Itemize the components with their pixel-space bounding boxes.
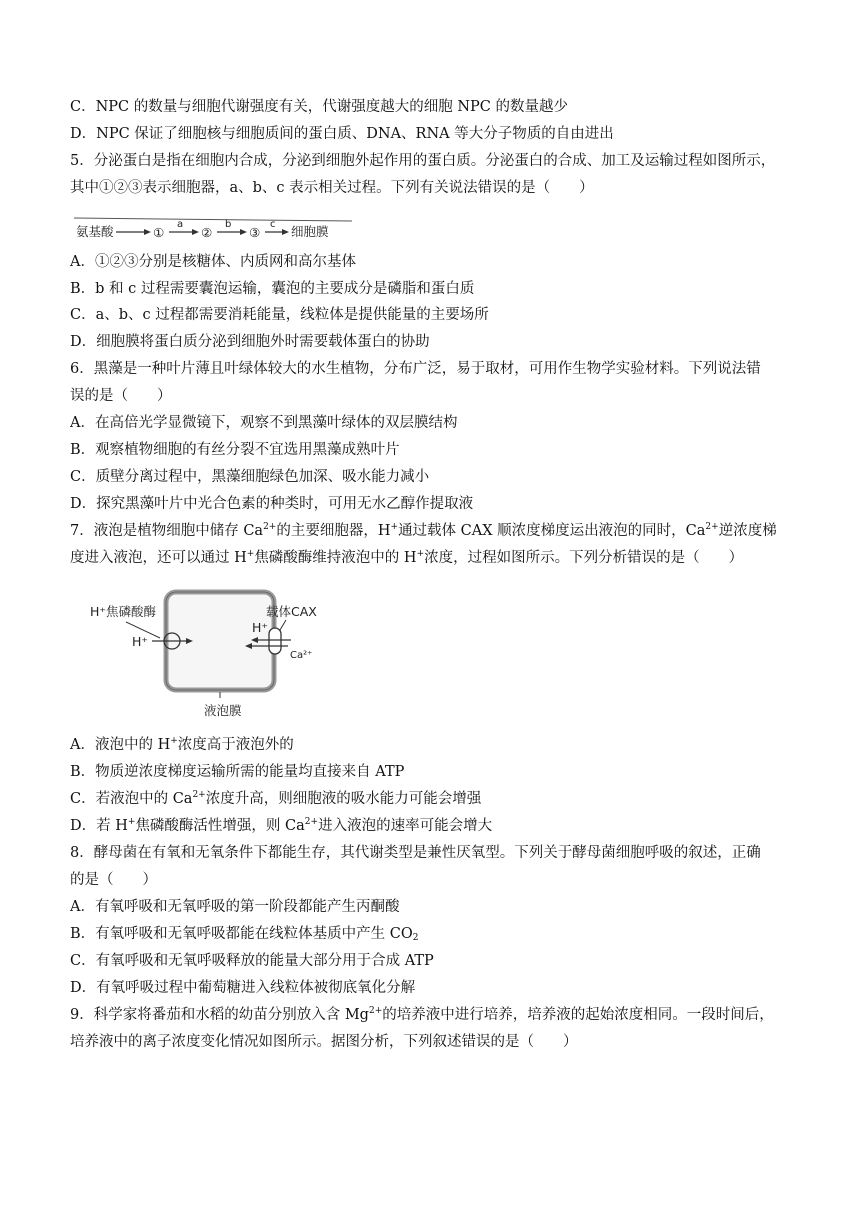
q7-text: 通过载体 CAX 顺浓度梯度运出液泡的同时，Ca: [398, 523, 706, 539]
vacuole-transport-diagram: [90, 588, 365, 724]
q7-text: 度进入液泡，还可以通过 H: [70, 550, 247, 566]
option-c-npc: C．NPC 的数量与细胞代谢强度有关，代谢强度越大的细胞 NPC 的数量越少: [70, 99, 568, 115]
fig5-amino-acid-label: 氨基酸: [76, 224, 114, 239]
superscript: +: [170, 736, 178, 746]
question-7-stem-line1: [70, 521, 777, 541]
q7-text: 浓度升高，则细胞液的吸水能力可能会增强: [205, 791, 482, 807]
superscript: 2+: [192, 790, 206, 800]
q9-text: 的培养液中进行培养，培养液的起始浓度相同。一段时间后，: [382, 1007, 774, 1023]
question-6-option-b: B．观察植物细胞的有丝分裂不宜选用黑藻成熟叶片: [70, 442, 400, 458]
q9-text: 9．科学家将番茄和水稻的幼苗分别放入含 Mg: [70, 1007, 369, 1023]
question-6-option-a: A．在高倍光学显微镜下，观察不到黑藻叶绿体的双层膜结构: [70, 415, 458, 431]
q7-text: 逆浓度梯: [718, 523, 777, 539]
superscript: +: [127, 817, 136, 827]
fig5-organelle-1: ①: [153, 225, 165, 240]
q7-text: D．若 H: [70, 818, 128, 834]
question-9-stem-line2: 培养液中的离子浓度变化情况如图所示。据图分析，下列叙述错误的是（ ）: [70, 1034, 578, 1050]
q7-text: 浓度高于液泡外的: [177, 737, 294, 753]
question-6-option-c: C．质壁分离过程中，黑藻细胞绿色加深、吸水能力减小: [70, 469, 430, 485]
question-5-stem-line1: 5．分泌蛋白是指在细胞内合成，分泌到细胞外起作用的蛋白质。分泌蛋白的合成、加工及运输过程如图所示，: [70, 153, 776, 169]
question-9-stem-line1: [70, 1005, 774, 1025]
q7-text: 7．液泡是植物细胞中储存 Ca: [70, 523, 264, 539]
fig7-h-right-label: H⁺: [252, 620, 268, 635]
q7-text: 焦磷酸酶活性增强，则 Ca: [135, 818, 305, 834]
question-7-option-a: [70, 735, 294, 755]
superscript: +: [390, 522, 399, 532]
q7-text: 浓度，过程如图所示。下列分析错误的是（ ）: [424, 550, 744, 566]
question-5-option-b: B．b 和 c 过程需要囊泡运输，囊泡的主要成分是磷脂和蛋白质: [70, 281, 475, 297]
fig5-label-c: c: [270, 219, 276, 230]
fig7-ca-label: Ca²⁺: [290, 650, 313, 661]
fig5-label-b: b: [225, 219, 232, 230]
secretion-pathway-diagram: [74, 212, 364, 246]
fig5-organelle-2: ②: [201, 225, 213, 240]
superscript: +: [416, 549, 425, 559]
q7-text: 焦磷酸酶维持液泡中的 H: [254, 550, 417, 566]
q7-text: 进入液泡的速率可能会增大: [318, 818, 493, 834]
q7-text: A．液泡中的 H: [70, 737, 171, 753]
fig7-h-left-label: H⁺: [132, 634, 148, 649]
option-d-npc: D．NPC 保证了细胞核与细胞质间的蛋白质、DNA、RNA 等大分子物质的自由进出: [70, 126, 614, 142]
question-8-option-b: [70, 924, 418, 944]
q8-text: B．有氧呼吸和无氧呼吸都能在线粒体基质中产生 CO: [70, 926, 413, 942]
subscript: 2: [412, 933, 419, 943]
question-8-stem-line2: 的是（ ）: [70, 872, 157, 888]
question-8-option-c: C．有氧呼吸和无氧呼吸释放的能量大部分用于合成 ATP: [70, 953, 434, 969]
fig7-enzyme-label: H⁺焦磷酸酶: [90, 604, 156, 619]
superscript: 2+: [263, 522, 277, 532]
question-6-stem-line1: 6．黑藻是一种叶片薄且叶绿体较大的水生植物，分布广泛，易于取材，可用作生物学实验材料。下列说法错: [70, 361, 761, 377]
question-7-option-c: [70, 789, 481, 809]
superscript: 2+: [705, 522, 719, 532]
q7-text: 的主要细胞器，H: [276, 523, 391, 539]
superscript: +: [246, 549, 255, 559]
carrier-protein-icon: [269, 628, 281, 654]
question-5-stem-line2: 其中①②③表示细胞器，a、b、c 表示相关过程。下列有关说法错误的是（ ）: [70, 180, 594, 196]
question-5-option-a: A．①②③分别是核糖体、内质网和高尔基体: [70, 254, 356, 270]
question-5-option-c: C．a、b、c 过程都需要消耗能量，线粒体是提供能量的主要场所: [70, 307, 489, 323]
question-6-stem-line2: 误的是（ ）: [70, 388, 172, 404]
question-8-option-d: D．有氧呼吸过程中葡萄糖进入线粒体被彻底氧化分解: [70, 980, 416, 996]
question-6-option-d: D．探究黑藻叶片中光合色素的种类时，可用无水乙醇作提取液: [70, 496, 474, 512]
superscript: 2+: [304, 817, 319, 827]
question-7-stem-line2: [70, 548, 743, 568]
question-8-stem-line1: 8．酵母菌在有氧和无氧条件下都能生存，其代谢类型是兼性厌氧型。下列关于酵母菌细胞呼吸的叙述，正确: [70, 845, 761, 861]
superscript: 2+: [368, 1006, 383, 1016]
question-8-option-a: A．有氧呼吸和无氧呼吸的第一阶段都能产生丙酮酸: [70, 899, 400, 915]
fig5-cell-membrane-label: 细胞膜: [291, 224, 329, 239]
fig5-label-a: a: [177, 219, 184, 230]
q7-text: C．若液泡中的 Ca: [70, 791, 193, 807]
fig5-organelle-3: ③: [249, 225, 261, 240]
fig7-membrane-label: 液泡膜: [204, 703, 242, 718]
fig7-carrier-label: 载体CAX: [266, 604, 317, 619]
question-7-option-b: B．物质逆浓度梯度运输所需的能量均直接来自 ATP: [70, 764, 405, 780]
question-7-option-d: [70, 816, 492, 836]
question-5-option-d: D．细胞膜将蛋白质分泌到细胞外时需要载体蛋白的协助: [70, 334, 430, 350]
